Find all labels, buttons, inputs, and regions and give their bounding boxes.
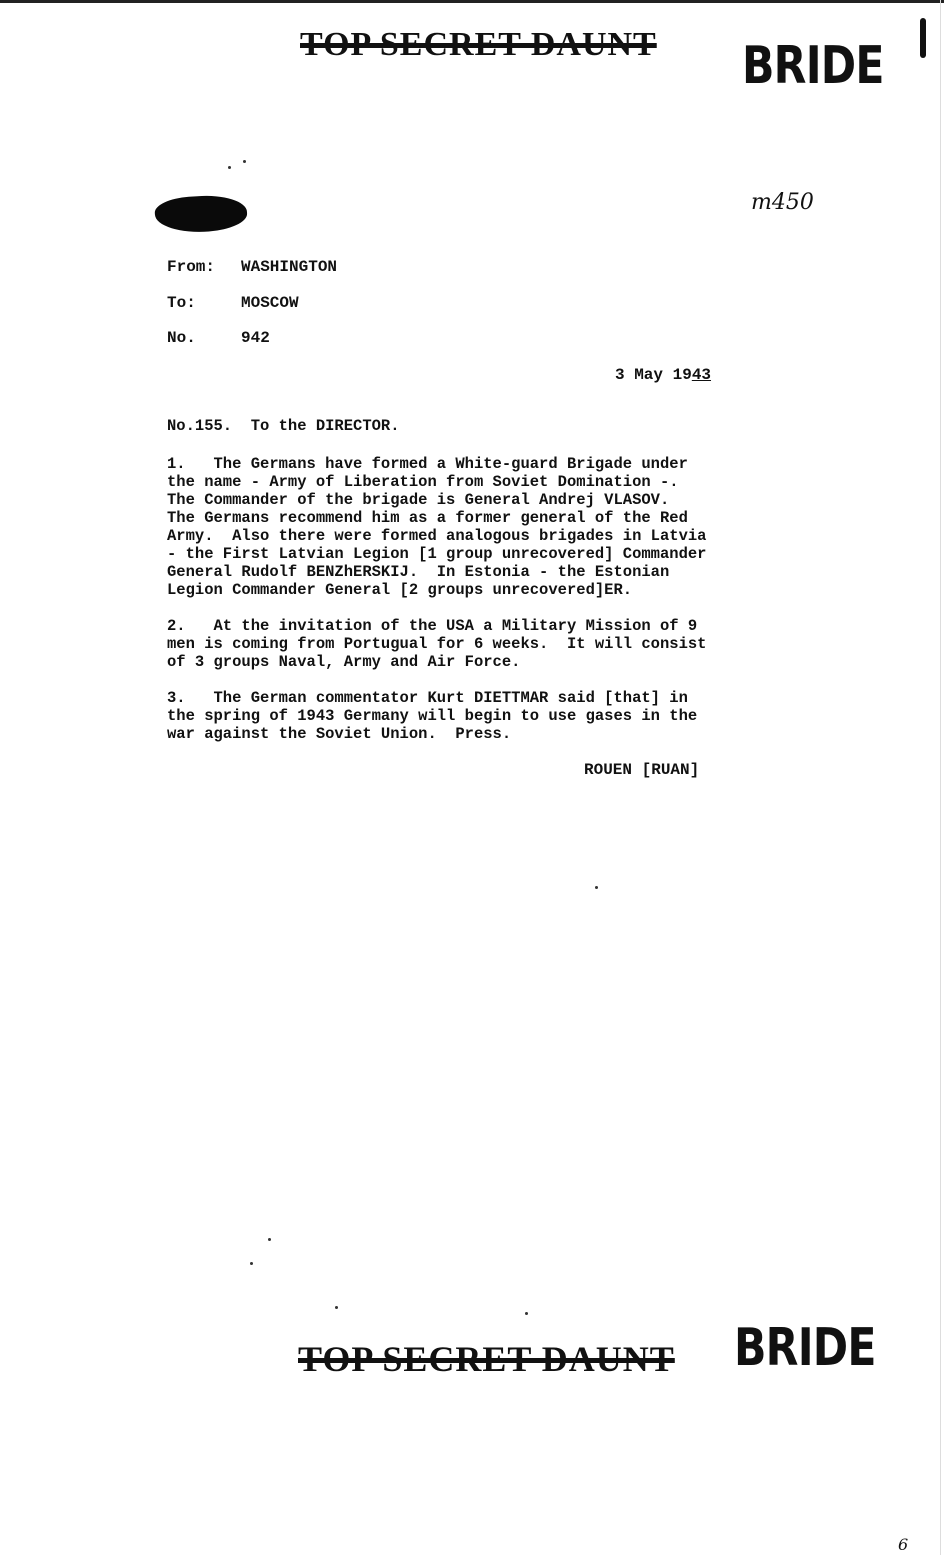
to-label: To:: [167, 294, 196, 312]
handwritten-page-number: 6: [898, 1535, 909, 1554]
message-date: [615, 366, 711, 384]
classification-banner-top: [300, 26, 657, 64]
scan-speck: [268, 1238, 271, 1241]
paragraph-3: 3. The German commentator Kurt DIETTMAR said [that] in the spring of 1943 Germany will begin to use gases in the war against the Soviet Union. Press.: [167, 689, 698, 743]
classification-text: TOP SECRET DAUNT: [300, 26, 657, 63]
from-field: [167, 258, 337, 276]
signature: ROUEN [RUAN]: [584, 761, 700, 779]
scan-speck: [228, 166, 231, 169]
message-intro: No.155. To the DIRECTOR.: [167, 417, 400, 435]
date-prefix: 3 May 19: [615, 366, 692, 384]
from-label: From:: [167, 258, 216, 276]
page-top-edge: [0, 0, 944, 3]
codeword-stamp-top: BRIDE: [742, 36, 884, 96]
scan-speck: [525, 1312, 528, 1315]
handwritten-reference: m450: [751, 190, 814, 215]
to-value: MOSCOW: [241, 294, 299, 312]
scan-speck: [250, 1262, 253, 1265]
codeword-stamp-bottom: BRIDE: [734, 1318, 876, 1378]
margin-mark: [920, 18, 926, 58]
scan-speck: [243, 160, 246, 163]
number-label: No.: [167, 329, 196, 347]
redaction-blot: [154, 193, 248, 235]
date-year-suffix: 43: [691, 366, 712, 384]
paragraph-1: 1. The Germans have formed a White-guard Brigade under the name - Army of Liberation from Soviet Domination -. The Commander of the brigade is General Andrej VLASOV. The Germans recommend him as a former general of the Red Army. Also there were formed analogous brigades in Latvia - the First Latvian Legion [1 group unrecovered] Commander General Rudolf BENZhERSKIJ. In Estonia - the Estonian Legion Commander General [2 groups unrecovered]ER.: [167, 455, 707, 599]
number-field: [167, 329, 270, 347]
scan-speck: [335, 1306, 338, 1309]
classification-banner-bottom: [298, 1338, 675, 1380]
page-right-edge: [940, 0, 941, 1555]
number-value: 942: [241, 329, 270, 347]
classification-text-bottom: TOP SECRET DAUNT: [298, 1339, 675, 1379]
to-field: [167, 294, 299, 312]
scan-speck: [595, 886, 598, 889]
paragraph-2: 2. At the invitation of the USA a Military Mission of 9 men is coming from Portugual for 6 weeks. It will consist of 3 groups Naval, Army and Air Force.: [167, 617, 707, 671]
from-value: WASHINGTON: [241, 258, 338, 276]
